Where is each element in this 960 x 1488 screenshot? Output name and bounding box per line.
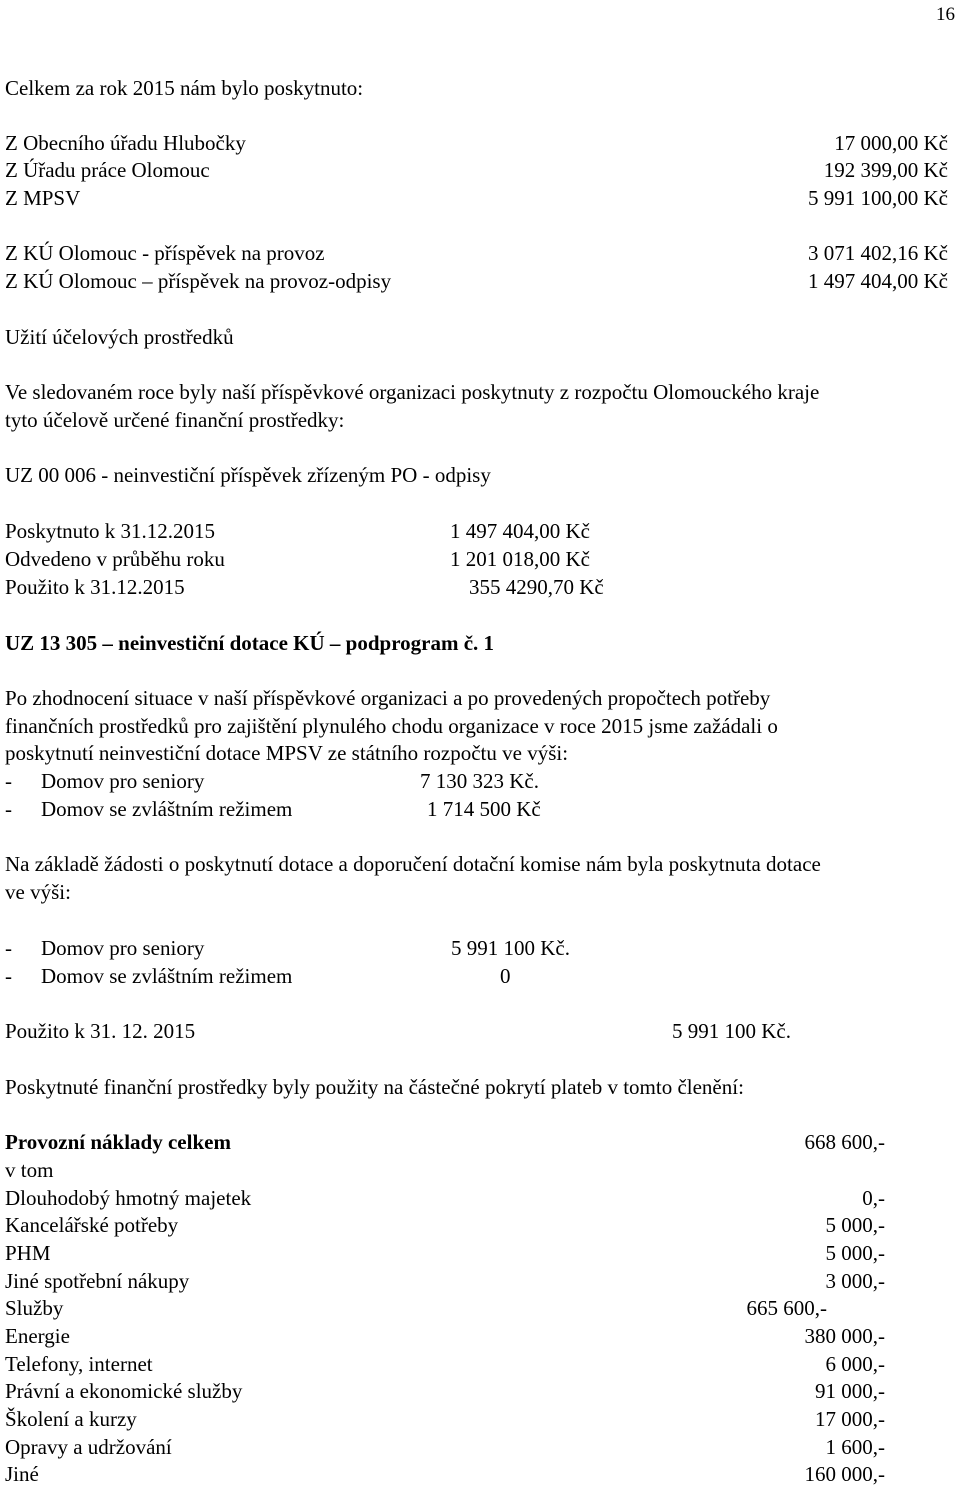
uz00006-heading: UZ 00 006 - neinvestiční příspěvek zřízeným PO - odpisy xyxy=(5,463,491,487)
uz00006-row-value: 355 4290,70 Kč xyxy=(469,575,604,599)
grant-label: Z MPSV xyxy=(5,186,81,210)
grant-label: Z KÚ Olomouc - příspěvek na provoz xyxy=(5,241,325,265)
grant-label: Z Úřadu práce Olomouc xyxy=(5,158,210,182)
requested-label: Domov se zvláštním režimem xyxy=(41,797,293,821)
decision-line: Na základě žádosti o poskytnutí dotace a doporučení dotační komise nám byla poskytnuta dotace xyxy=(5,852,821,876)
granted-label: Domov pro seniory xyxy=(41,936,205,960)
cost-item-value: 380 000,- xyxy=(804,1324,885,1348)
granted-value: 0 xyxy=(500,964,511,988)
granted-dash: - xyxy=(5,964,12,988)
cost-item-label: Telefony, internet xyxy=(5,1352,153,1376)
uz00006-row-value: 1 497 404,00 Kč xyxy=(450,519,590,543)
grant-amount: 5 991 100,00 Kč xyxy=(808,186,948,210)
uz13305-paragraph-line: Po zhodnocení situace v naší příspěvkové organizaci a po provedených propočtech potřeby xyxy=(5,686,771,710)
uz13305-paragraph-line: poskytnutí neinvestiční dotace MPSV ze státního rozpočtu ve výši: xyxy=(5,741,569,765)
uziti-paragraph-line: tyto účelově určené finanční prostředky: xyxy=(5,408,345,432)
cost-item-label: Energie xyxy=(5,1324,70,1348)
grant-amount: 17 000,00 Kč xyxy=(834,131,948,155)
intro-text: Celkem za rok 2015 nám bylo poskytnuto: xyxy=(5,76,364,100)
cost-item-value: 160 000,- xyxy=(804,1462,885,1486)
cost-item-label: Služby xyxy=(5,1296,64,1320)
cost-item-value: 5 000,- xyxy=(825,1213,885,1237)
uz00006-row-label: Poskytnuto k 31.12.2015 xyxy=(5,519,216,543)
breakdown-intro: Poskytnuté finanční prostředky byly použity na částečné pokrytí plateb v tomto členění: xyxy=(5,1075,744,1099)
grant-amount: 192 399,00 Kč xyxy=(823,158,948,182)
used-label: Použito k 31. 12. 2015 xyxy=(5,1019,196,1043)
used-value: 5 991 100 Kč. xyxy=(672,1019,791,1043)
uz13305-paragraph-line: finančních prostředků pro zajištění plynulého chodu organizace v roce 2015 jsme zažádali o xyxy=(5,714,778,738)
cost-item-value: 91 000,- xyxy=(815,1379,885,1403)
grant-label: Z KÚ Olomouc – příspěvek na provoz-odpisy xyxy=(5,269,392,293)
cost-item-value: 6 000,- xyxy=(825,1352,885,1376)
cost-item-label: Právní a ekonomické služby xyxy=(5,1379,243,1403)
grant-amount: 3 071 402,16 Kč xyxy=(808,241,948,265)
decision-line: ve výši: xyxy=(5,880,71,904)
cost-item-label: Jiné xyxy=(5,1462,39,1486)
requested-dash: - xyxy=(5,797,12,821)
cost-item-label: Opravy a udržování xyxy=(5,1435,172,1459)
uz00006-row-label: Odvedeno v průběhu roku xyxy=(5,547,225,571)
uz13305-heading: UZ 13 305 – neinvestiční dotace KÚ – podprogram č. 1 xyxy=(5,631,495,655)
cost-item-value: 5 000,- xyxy=(825,1241,885,1265)
costs-total-value: 668 600,- xyxy=(804,1130,885,1154)
cost-item-label: Školení a kurzy xyxy=(5,1407,137,1431)
cost-item-value: 3 000,- xyxy=(825,1269,885,1293)
requested-value: 7 130 323 Kč. xyxy=(420,769,539,793)
cost-item-label: Dlouhodobý hmotný majetek xyxy=(5,1186,252,1210)
page-number: 16 xyxy=(936,4,955,25)
costs-sub-label: v tom xyxy=(5,1158,54,1182)
cost-item-value: 0,- xyxy=(862,1186,885,1210)
uz00006-row-value: 1 201 018,00 Kč xyxy=(450,547,590,571)
cost-item-value: 665 600,- xyxy=(746,1296,827,1320)
grant-amount: 1 497 404,00 Kč xyxy=(808,269,948,293)
granted-value: 5 991 100 Kč. xyxy=(451,936,570,960)
grant-label: Z Obecního úřadu Hlubočky xyxy=(5,131,246,155)
uziti-paragraph-line: Ve sledovaném roce byly naší příspěvkové organizaci poskytnuty z rozpočtu Olomouckého kraje xyxy=(5,380,820,404)
cost-item-value: 17 000,- xyxy=(815,1407,885,1431)
cost-item-label: Kancelářské potřeby xyxy=(5,1213,179,1237)
cost-item-value: 1 600,- xyxy=(825,1435,885,1459)
uz00006-row-label: Použito k 31.12.2015 xyxy=(5,575,185,599)
cost-item-label: PHM xyxy=(5,1241,51,1265)
cost-item-label: Jiné spotřební nákupy xyxy=(5,1269,190,1293)
requested-value: 1 714 500 Kč xyxy=(427,797,541,821)
requested-label: Domov pro seniory xyxy=(41,769,205,793)
costs-total-label: Provozní náklady celkem xyxy=(5,1130,231,1154)
uziti-heading: Užití účelových prostředků xyxy=(5,325,234,349)
granted-dash: - xyxy=(5,936,12,960)
granted-label: Domov se zvláštním režimem xyxy=(41,964,293,988)
requested-dash: - xyxy=(5,769,12,793)
